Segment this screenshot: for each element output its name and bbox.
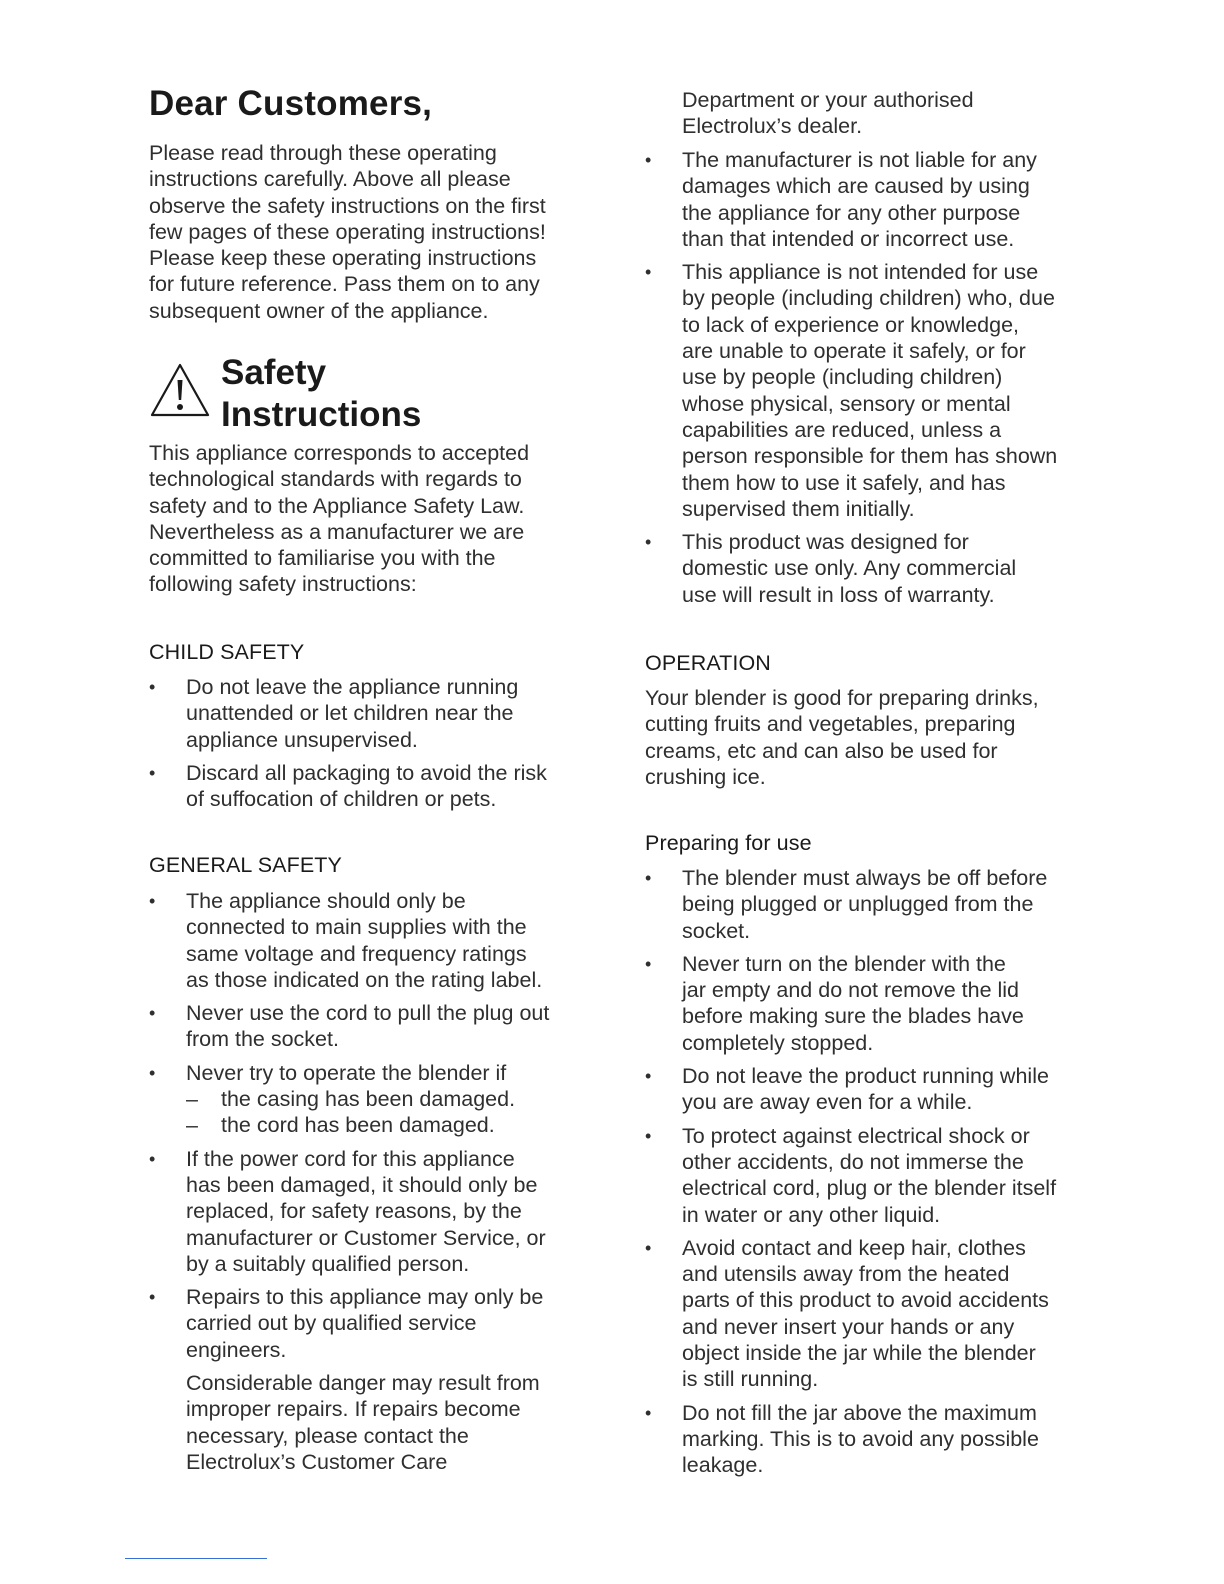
continuation-paragraph: Considerable danger may result from improper repairs. If repairs become necessary, please contact the Electrolux’s Customer Care [186, 1371, 540, 1474]
list-item: • To protect against electrical shock or other accidents, do not immerse the electrical cord, plug or the blender itself in water or any other liquid. [645, 1123, 1057, 1227]
general-safety-heading: GENERAL SAFETY [149, 853, 342, 877]
operation-paragraph: Your blender is good for preparing drinks, cutting fruits and vegetables, preparing creams, etc and can also be used for crushing ice. [645, 686, 1039, 789]
bullet-icon: • [149, 1287, 156, 1308]
list-item: • The blender must always be off before being plugged or unplugged from the socket. [645, 866, 1048, 943]
child-safety-heading: CHILD SAFETY [149, 640, 305, 664]
bullet-icon: • [645, 1237, 652, 1258]
bullet-icon: • [149, 891, 156, 911]
dash-icon: – [186, 1087, 198, 1112]
safety-instructions-header [149, 352, 579, 432]
intro-paragraph: Please read through these operating instructions carefully. Above all please observe the safety instructions on the first few pages of these operating instructions! Please keep these operating instructions for future reference. Pass them on to any subsequent owner of the appliance. [149, 141, 546, 323]
safety-instructions-title: Safety Instructions [221, 353, 422, 434]
bullet-icon: • [645, 1066, 652, 1087]
bullet-icon: • [645, 532, 652, 553]
warning-triangle-icon [149, 362, 211, 418]
liability-list [645, 147, 1085, 608]
list-item: • Do not leave the appliance running unattended or let children near the appliance unsupervised. [149, 675, 519, 752]
preparing-list [645, 865, 1085, 1479]
list-item: • The appliance should only be connected to main supplies with the same voltage and frequency ratings as those indicated on the rating label. [149, 889, 543, 992]
continued-paragraph: Department or your authorised Electrolux’s dealer. [682, 88, 974, 139]
list-item: • Repairs to this appliance may only be carried out by qualified service engineers. [149, 1285, 544, 1362]
page-heading: Dear Customers, [149, 84, 433, 123]
list-item: • This product was designed for domestic use only. Any commercial use will result in loss of warranty. [645, 530, 1017, 607]
list-item: • The manufacturer is not liable for any damages which are caused by using the appliance for any other purpose than that intended or incorrect use. [645, 148, 1037, 251]
sub-list-item: – the casing has been damaged. [186, 1087, 516, 1112]
bullet-icon: • [645, 262, 652, 283]
list-item: • Avoid contact and keep hair, clothes and utensils away from the heated parts of this product to avoid accidents and never insert your hands or any object inside the jar while the blender is still running. [645, 1235, 1049, 1392]
bullet-icon: • [645, 150, 652, 170]
bullet-icon: • [149, 1003, 156, 1024]
bullet-icon: • [645, 1125, 652, 1146]
operation-heading: OPERATION [645, 651, 771, 675]
footer-divider [125, 1558, 267, 1559]
list-item: • Never use the cord to pull the plug out from the socket. [149, 1001, 550, 1052]
bullet-icon: • [149, 1062, 156, 1083]
preparing-heading: Preparing for use [645, 831, 812, 855]
list-item: • Do not leave the product running while you are away even for a while. [645, 1064, 1049, 1115]
bullet-icon: • [645, 868, 652, 888]
dash-icon: – [186, 1113, 198, 1138]
bullet-icon: • [645, 1402, 652, 1423]
list-item: • Do not fill the jar above the maximum marking. This is to avoid any possible leakage. [645, 1400, 1039, 1478]
bullet-icon: • [645, 953, 652, 974]
child-safety-list [149, 674, 589, 812]
list-item: • This appliance is not intended for use by people (including children) who, due to lack of experience or knowledge, are unable to operate it safely, or for use by people (including children) whose physical, sensory or mental capabilities are reduced, unless a person responsible for them has shown them how to use it safely, and has supervised them initially. [645, 260, 1058, 521]
list-item: • Discard all packaging to avoid the risk of suffocation of children or pets. [149, 760, 547, 812]
list-item: • Never try to operate the blender if – the casing has been damaged. – the cord has been damaged. [149, 1060, 589, 1139]
sub-list-item: – the cord has been damaged. [186, 1113, 495, 1138]
list-item: • If the power cord for this appliance has been damaged, it should only be replaced, for safety reasons, by the manufacturer or Customer Service, or by a suitably qualified person. [149, 1146, 546, 1276]
safety-intro-paragraph: This appliance corresponds to accepted technological standards with regards to safety and to the Appliance Safety Law. Nevertheless as a manufacturer we are committed to familiarise you with the following safety instructions: [149, 441, 530, 597]
bullet-icon: • [149, 1148, 156, 1169]
bullet-icon: • [149, 677, 156, 697]
general-safety-list [149, 888, 589, 1475]
bullet-icon: • [149, 762, 156, 783]
list-item: • Never turn on the blender with the jar empty and do not remove the lid before making sure the blades have completely stopped. [645, 951, 1024, 1055]
